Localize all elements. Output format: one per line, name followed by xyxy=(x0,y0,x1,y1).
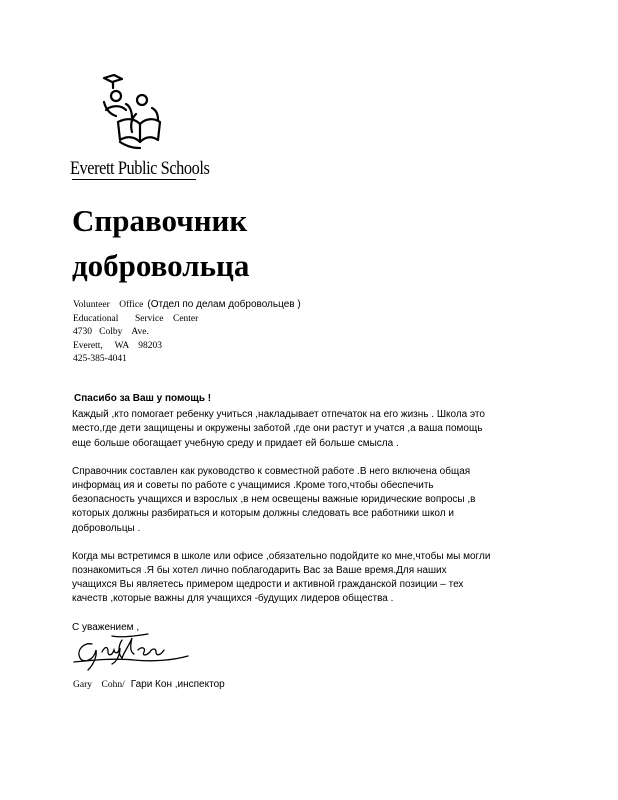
paragraph-line: качеств ,которые важны для учащихся -будущих лидеров общества . xyxy=(72,593,394,605)
phone-number: 425-385-4041 xyxy=(73,354,127,365)
district-logo xyxy=(70,74,210,184)
paragraph-line: которых должны разбираться и которым должны следовать все работники школ и xyxy=(72,508,454,520)
paragraph-2 xyxy=(72,465,552,536)
students-logo-icon xyxy=(96,74,168,154)
title-line-1: Справочник xyxy=(72,203,248,238)
thanks-heading: Спасибо за Ваш у помощь ! xyxy=(74,393,212,404)
address-block xyxy=(73,298,301,367)
paragraph-line: информац ия и советы по работе с учащимися .Кроме того,чтобы обеспечить xyxy=(72,480,434,492)
title-line-2: добровольца xyxy=(72,248,250,283)
paragraph-line: безопасность учащихся и взрослых ,в нем освещены важные юридические вопросы ,в xyxy=(72,494,476,506)
closing: С уважением , xyxy=(72,621,140,633)
paragraph-line: Справочник составлен как руководство к совместной работе .В него включена общая xyxy=(72,465,471,477)
address-office-line xyxy=(73,298,301,313)
paragraph-line: учащихся Вы являетесь примером щедрости и активной гражданской позиции – тех xyxy=(72,579,464,591)
paragraph-line: еще больше обогащает учебную среду и придает ей больше смысла . xyxy=(72,437,399,449)
paragraph-line: познакомиться .Я бы хотел лично поблагодарить Вас за Ваше время.Для наших xyxy=(72,565,447,577)
office-name-ru: (Отдел по делам добровольцев ) xyxy=(147,299,301,310)
address-line: Everett, WA 98203 xyxy=(73,340,163,351)
letter-body xyxy=(72,392,552,635)
paragraph-line: место,где дети защищены и окружены заботой ,где они растут и учатся ,а ваша помощь xyxy=(72,423,483,435)
paragraph-line: Каждый ,кто помогает ребенку учиться ,накладывает отпечаток на его жизнь . Школа это xyxy=(72,409,485,421)
paragraph-line: добровольцы . xyxy=(72,522,141,534)
signer-name-ru: Гари Кон ,инспектор xyxy=(130,679,225,690)
signer-name-en: Gary Cohn/ xyxy=(73,680,125,690)
signature-icon xyxy=(72,632,190,672)
page-title xyxy=(72,198,249,288)
logo-wordmark: Everett Public Schools xyxy=(70,158,210,179)
address-line: 4730 Colby Ave. xyxy=(73,327,149,338)
office-name-en: Volunteer Office xyxy=(73,300,144,310)
address-line: Educational Service Center xyxy=(73,313,199,324)
paragraph-1 xyxy=(72,408,552,451)
paragraph-3 xyxy=(72,550,552,607)
logo-underline xyxy=(72,179,196,180)
signer-line xyxy=(73,679,225,690)
paragraph-line: Когда мы встретимся в школе или офисе ,обязательно подойдите ко мне,чтобы мы могли xyxy=(72,550,491,562)
